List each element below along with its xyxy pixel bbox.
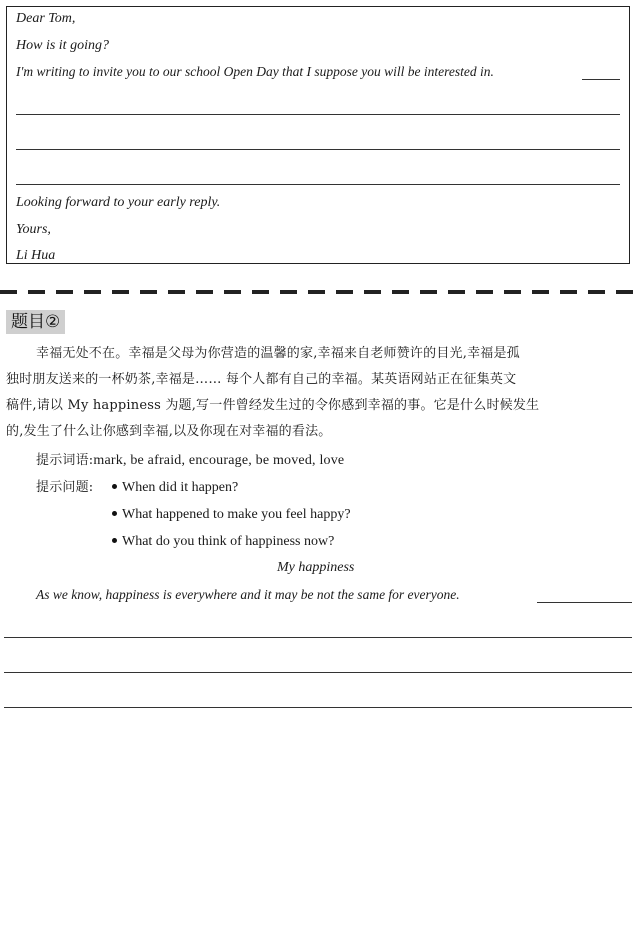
letter-line-1: How is it going? [16,38,109,53]
topic-label: 题目② [6,310,65,334]
answer-line-3[interactable] [16,184,620,185]
letter-closing-2: Yours, [16,222,51,237]
bullet-icon [112,511,117,516]
answer-line-6[interactable] [4,707,632,708]
answer-line-4[interactable] [4,637,632,638]
letter-signature: Li Hua [16,248,56,263]
letter-greeting: Dear Tom, [16,11,76,26]
answer-line-1[interactable] [16,114,620,115]
question-item: When did it happen? [112,479,238,497]
hint-words: mark, be afraid, encourage, be moved, love [93,453,345,468]
answer-line-5[interactable] [4,672,632,673]
dashed-separator [0,290,644,294]
prompt-line-3: 稿件,请以 My happiness 为题,写一件曾经发生过的令你感到幸福的事。它是什么时候发生 [6,398,540,413]
hint-questions-label: 提示问题: [36,480,94,495]
question-item: What do you think of happiness now? [112,533,334,551]
answer-line-inline-2[interactable] [537,602,632,603]
essay-title: My happiness [277,560,355,575]
essay-start: As we know, happiness is everywhere and it may be not the same for everyone. [36,587,460,602]
letter-box [6,6,630,264]
bullet-icon [112,484,117,489]
bullet-icon [112,538,117,543]
letter-closing-1: Looking forward to your early reply. [16,195,221,210]
question-item: What happened to make you feel happy? [112,506,351,524]
answer-line-2[interactable] [16,149,620,150]
answer-line-inline[interactable] [582,79,620,80]
letter-line-2: I'm writing to invite you to our school Open Day that I suppose you will be interested in. [16,64,494,79]
hint-words-row [36,452,344,470]
prompt-line-1: 幸福无处不在。幸福是父母为你营造的温馨的家,幸福来自老师赞许的目光,幸福是孤 [36,346,520,361]
prompt-line-4: 的,发生了什么让你感到幸福,以及你现在对幸福的看法。 [6,424,332,439]
hint-words-label: 提示词语: [36,453,94,468]
prompt-line-2: 独时朋友送来的一杯奶茶,幸福是…… 每个人都有自己的幸福。某英语网站正在征集英文 [6,372,517,387]
